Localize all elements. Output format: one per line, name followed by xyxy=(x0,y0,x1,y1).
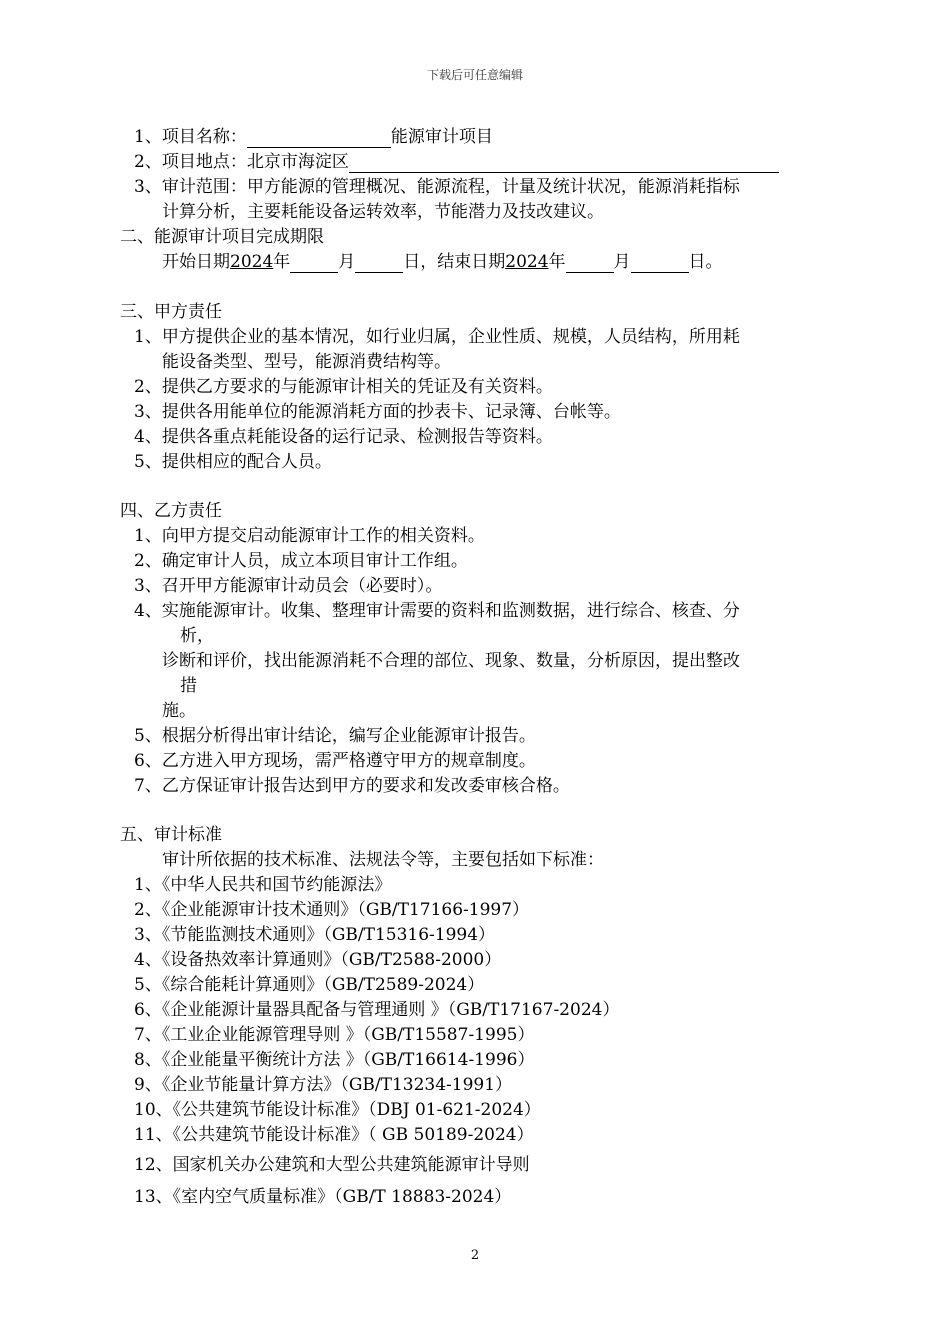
project-name-line xyxy=(134,126,493,148)
page-header: 下载后可任意编辑 xyxy=(426,68,523,82)
project-location-blank xyxy=(349,154,779,173)
month-char: 月 xyxy=(338,252,356,272)
party-a-item4: 4、提供各重点耗能设备的运行记录、检测报告等资料。 xyxy=(134,427,553,447)
party-b-item4-line4: 措 xyxy=(180,676,197,696)
project-name-label: 1、项目名称： xyxy=(134,127,247,147)
project-scope-line1: 3、审计范围：甲方能源的管理概况、能源流程，计量及统计状况，能源消耗指标 xyxy=(134,177,740,197)
standard-item: 5、《综合能耗计算通则》（GB/T2589-2024） xyxy=(134,975,485,995)
project-location-line xyxy=(134,151,779,173)
project-location-value: 北京市海淀区 xyxy=(246,152,349,172)
party-b-item4-line2: 析， xyxy=(180,626,214,646)
standard-item: 6、《企业能源计量器具配备与管理通则 》（GB/T17167-2024） xyxy=(134,1000,620,1020)
standard-item: 8、《企业能量平衡统计方法 》（GB/T16614-1996） xyxy=(134,1050,535,1070)
party-b-item7: 7、乙方保证审计报告达到甲方的要求和发改委审核合格。 xyxy=(134,776,570,796)
party-a-item1-line2: 能设备类型、型号，能源消费结构等。 xyxy=(162,352,451,372)
standard-item: 9、《企业节能量计算方法》（GB/T13234-1991） xyxy=(134,1075,513,1095)
period-end-label: 日，结束日期 xyxy=(403,252,506,272)
standard-item: 3、《节能监测技术通则》（GB/T15316-1994） xyxy=(134,925,496,945)
party-b-item4-line3: 诊断和评价，找出能源消耗不合理的部位、现象、数量，分析原因，提出整改 xyxy=(162,651,740,671)
standard-item: 13、《室内空气质量标准》（GB/T 18883-2024） xyxy=(134,1187,512,1207)
party-a-item2: 2、提供乙方要求的与能源审计相关的凭证及有关资料。 xyxy=(134,377,553,397)
standard-item: 7、《工业企业能源管理导则 》（GB/T15587-1995） xyxy=(134,1025,535,1045)
standard-item: 2、《企业能源审计技术通则》（GB/T17166-1997） xyxy=(134,900,530,920)
period-title: 二、能源审计项目完成期限 xyxy=(120,227,324,247)
end-day-blank xyxy=(631,254,689,273)
party-a-item3: 3、提供各用能单位的能源消耗方面的抄表卡、记录簿、台帐等。 xyxy=(134,402,621,422)
standard-item: 4、《设备热效率计算通则》（GB/T2588-2000） xyxy=(134,950,502,970)
party-a-item1-line1: 1、甲方提供企业的基本情况，如行业归属，企业性质、规模，人员结构，所用耗 xyxy=(134,327,740,347)
standard-item: 12、国家机关办公建筑和大型公共建筑能源审计导则 xyxy=(134,1155,530,1175)
end-month-blank xyxy=(566,254,614,273)
day-final: 日。 xyxy=(688,252,723,272)
period-start-year: 2024 xyxy=(230,252,274,272)
standard-item: 10、《公共建筑节能设计标准》（DBJ 01-621-2024） xyxy=(134,1100,541,1120)
party-b-item3: 3、召开甲方能源审计动员会（必要时）。 xyxy=(134,576,443,596)
start-month-blank xyxy=(290,254,338,273)
period-start-label: 开始日期 xyxy=(162,252,230,272)
year-char: 年 xyxy=(273,252,291,272)
period-end-year: 2024 xyxy=(505,252,549,272)
party-b-item4-line5: 施。 xyxy=(162,701,196,721)
standard-item: 1、《中华人民共和国节约能源法》 xyxy=(134,875,392,895)
party-b-item4-line1: 4、实施能源审计。收集、整理审计需要的资料和监测数据，进行综合、核查、分 xyxy=(134,601,740,621)
month-char: 月 xyxy=(613,252,631,272)
party-b-item2: 2、确定审计人员，成立本项目审计工作组。 xyxy=(134,551,468,571)
project-name-blank xyxy=(247,129,391,148)
party-b-item6: 6、乙方进入甲方现场，需严格遵守甲方的规章制度。 xyxy=(134,751,536,771)
party-b-item5: 5、根据分析得出审计结论，编写企业能源审计报告。 xyxy=(134,726,536,746)
period-dates-line xyxy=(162,251,723,273)
party-b-item1: 1、向甲方提交启动能源审计工作的相关资料。 xyxy=(134,526,485,546)
standard-item: 11、《公共建筑节能设计标准》（ GB 50189-2024） xyxy=(134,1125,534,1145)
page-number: 2 xyxy=(470,1248,480,1263)
project-name-suffix: 能源审计项目 xyxy=(390,127,493,147)
year-char: 年 xyxy=(548,252,566,272)
party-a-item5: 5、提供相应的配合人员。 xyxy=(134,452,332,472)
start-day-blank xyxy=(355,254,403,273)
party-a-title: 三、甲方责任 xyxy=(120,302,222,322)
standards-intro: 审计所依据的技术标准、法规法令等，主要包括如下标准： xyxy=(162,850,604,870)
standards-title: 五、审计标准 xyxy=(120,825,222,845)
project-scope-line2: 计算分析，主要耗能设备运转效率，节能潜力及技改建议。 xyxy=(162,202,604,222)
project-location-label: 2、项目地点： xyxy=(134,152,247,172)
party-b-title: 四、乙方责任 xyxy=(120,501,222,521)
